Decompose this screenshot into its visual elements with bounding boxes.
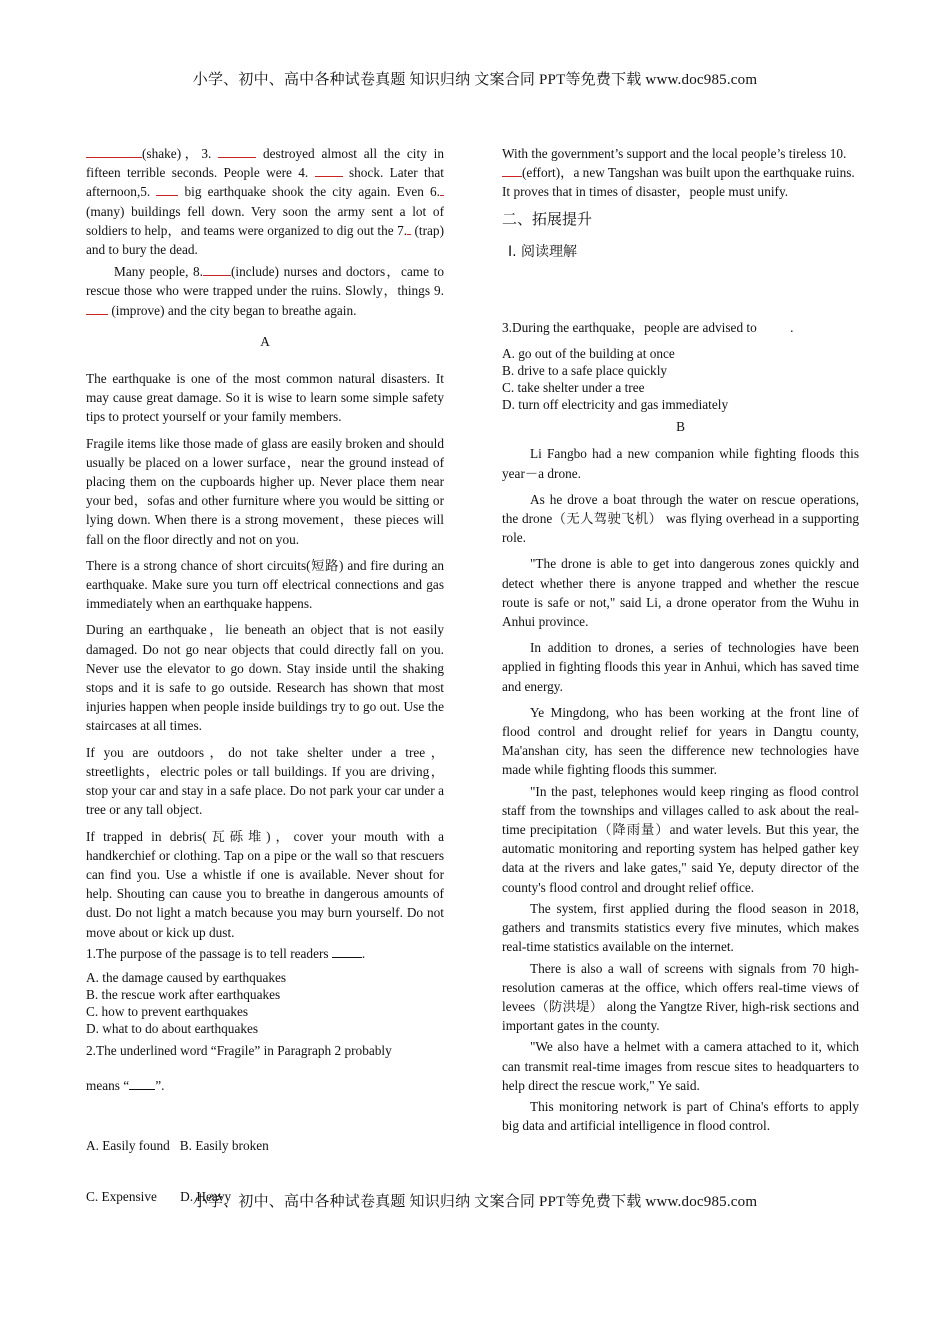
q3-option-c[interactable]: C. take shelter under a tree: [502, 380, 645, 396]
subsection-title: Ⅰ. 阅读理解: [508, 243, 578, 260]
cloze-paragraph-3: With the government’s support and the local people’s tireless 10.(effort)，a new Tangshan was built upon the earthquake ruins. It proves that in times of disaster，people must unify.: [502, 146, 855, 200]
q2-blank: [129, 1076, 155, 1090]
q1-option-b[interactable]: B. the rescue work after earthquakes: [86, 986, 281, 1002]
blank-5: [156, 182, 178, 196]
question-2-options: [86, 1103, 444, 1239]
passage-b-paragraph: Ye Mingdong, who has been working at the front line of flood control and drought relief for years in Dangtu county, Ma'anshan city, has seen the difference new technologies have made while fighting floods this summer.: [502, 704, 859, 778]
question-1-options: [86, 969, 444, 1037]
page-header: 小学、初中、高中各种试卷真题 知识归纳 文案合同 PPT等免费下载 www.doc985.com: [192, 72, 758, 88]
blank-6: [440, 182, 444, 196]
section-title: 二、拓展提升: [502, 209, 593, 228]
question-2-stem: 2.The underlined word “Fragile” in Paragraph 2 probably: [86, 1042, 392, 1058]
passage-b-paragraph: This monitoring network is part of China's efforts to apply big data and artificial intelligence in flood control.: [502, 1098, 859, 1134]
cloze-paragraph-2: Many people, 8. (include) nurses and doctors，came to rescue those who were trapped under the ruins. Slowly，things 9. (improve) and the city began to breathe again.: [86, 264, 444, 318]
q3-option-b[interactable]: B. drive to a safe place quickly: [502, 363, 668, 379]
passage-b-label: B: [676, 419, 685, 435]
q2-options-row-2[interactable]: C. Expensive D. Heavy: [86, 1189, 232, 1205]
blank-3: [218, 144, 256, 158]
q3-option-a[interactable]: A. go out of the building at once: [502, 346, 675, 362]
passage-b-paragraph: As he drove a boat through the water on rescue operations, the drone（无人驾驶飞机） was flying overhead in a supporting role.: [502, 491, 859, 546]
question-2-stem-cont: means “ ”.: [86, 1078, 165, 1094]
passage-b-paragraph: In addition to drones, a series of technologies have been applied in fighting floods this year in Anhui, which has saved time and energy.: [502, 640, 859, 694]
passage-b-paragraph: Li Fangbo had a new companion while fighting floods this year－a drone.: [502, 446, 859, 481]
passage-a-paragraph: Fragile items like those made of glass are easily broken and should usually be placed on a lower surface，near the ground instead of placing them on the cupboards higher up. Never place them near your bed，sofas and other furniture where you would be sitting or lying down. When there is a strong movement，these pieces will fall on the floor directly and not on you.: [86, 435, 444, 547]
passage-b-paragraph: "We also have a helmet with a camera attached to it, which can transmit real-time images from rescue sites to headquarters to help direct the rescue work," Ye said.: [502, 1039, 859, 1093]
blank-10: [502, 163, 522, 177]
passage-b-paragraph: There is also a wall of screens with signals from 70 high-resolution cameras at the office, which offers real-time views of levees（防洪堤） along the Yangtze River, high-risk sections and important gates in the county.: [502, 960, 859, 1034]
question-3-stem: 3.During the earthquake，people are advised to .: [502, 320, 794, 336]
right-column: [502, 144, 859, 1135]
blank-9: [86, 301, 108, 315]
blank-2: [86, 144, 142, 158]
q1-option-a[interactable]: A. the damage caused by earthquakes: [86, 969, 287, 985]
question-1-stem: 1.The purpose of the passage is to tell readers .: [86, 945, 366, 961]
passage-a-paragraph: The earthquake is one of the most common natural disasters. It may cause great damage. So it is wise to learn some simple safety tips to protect yourself or your family members.: [86, 371, 444, 425]
blank-4: [315, 163, 343, 177]
q1-option-c[interactable]: C. how to prevent earthquakes: [86, 1003, 249, 1019]
q1-blank: [332, 944, 362, 958]
left-column: [86, 144, 444, 1243]
page-footer: 小学、初中、高中各种试卷真题 知识归纳 文案合同 PPT等免费下载 www.doc985.com: [192, 1194, 758, 1210]
passage-a-paragraph: There is a strong chance of short circuits(短路) and fire during an earthquake. Make sure you turn off electrical connections and gas immediately when an earthquake happens.: [86, 557, 444, 612]
cloze-paragraph-1: (shake)，3. destroyed almost all the city in fifteen terrible seconds. People were 4. shock. Later that afternoon,5. big earthquake shook the city again. Even 6. (many) buildings fell down. Very soon the army sent a lot of soldiers to help，and teams were organized to dig out the 7. (trap) and to bury the dead.: [86, 146, 444, 258]
passage-b-paragraph: The system, first applied during the flood season in 2018, gathers and transmits statistics every five minutes, which makes real-time statistics available on the internet.: [502, 900, 859, 955]
passage-b-paragraph: "The drone is able to get into dangerous zones quickly and detect whether there is anyone trapped and whether the rescue route is safe or not," said Li, a drone operator from the Wuhu in Anhui province.: [502, 556, 859, 630]
passage-a-paragraph: If you are outdoors，do not take shelter under a tree，streetlights，electric poles or tall buildings. If you are driving，stop your car and stay in a safe place. Do not park your car under a tree or any tall object.: [86, 744, 444, 818]
passage-a-label: A: [260, 333, 270, 349]
q1-option-d[interactable]: D. what to do about earthquakes: [86, 1020, 259, 1036]
passage-a-paragraph: During an earthquake，lie beneath an object that is not easily damaged. Do not go near objects that could directly fall on you. Never use the elevator to go down. Stay inside until the shaking stops and it is safe to go outside. Research has shown that most injuries happen when people inside buildings try to go out. Use the staircases at all times.: [86, 622, 444, 734]
passage-b-paragraph: "In the past, telephones would keep ringing as flood control staff from the townships and villages called to ask about the real-time precipitation（降雨量）and water levels. But this year, the automatic monitoring and reporting system has helped gather key data at the rivers and lake gates," said Ye, deputy director of the county's flood control and drought relief office.: [502, 783, 859, 895]
question-3-options: [502, 345, 859, 413]
q2-options-row-1[interactable]: A. Easily found B. Easily broken: [86, 1138, 269, 1154]
passage-a-paragraph: If trapped in debris(瓦砾堆)，cover your mouth with a handkerchief or clothing. Tap on a pipe or the wall so that rescuers can find you. Use a whistle if one is available. Never shout for help. Shouting can cause you to breathe in dangerous amounts of dust. Do not light a match because you may burn yourself. Do not move about or kick up dust.: [86, 828, 444, 940]
q3-option-d[interactable]: D. turn off electricity and gas immediately: [502, 397, 729, 413]
blank-8: [203, 262, 231, 276]
